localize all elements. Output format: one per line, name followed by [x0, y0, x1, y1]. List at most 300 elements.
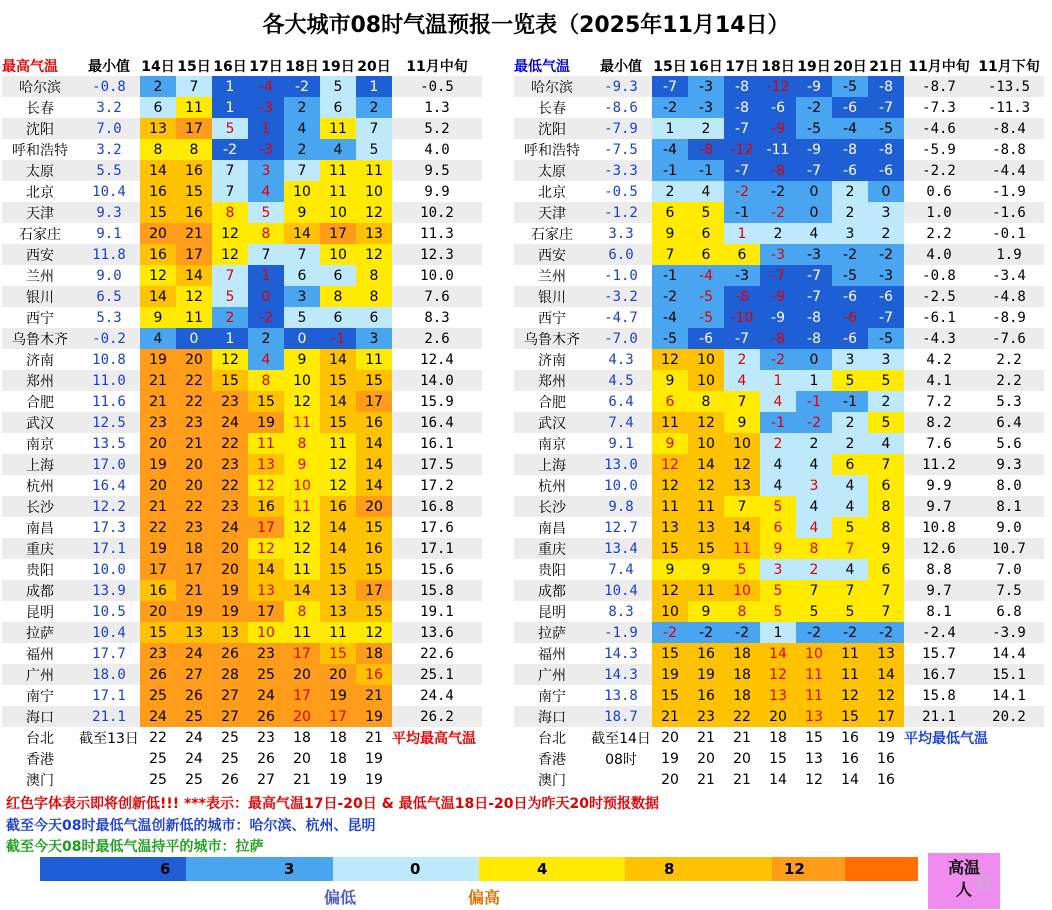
min-value: 17.7 [92, 645, 126, 662]
temp-cell: 7 [356, 118, 392, 139]
temp-cell: -7 [724, 160, 760, 181]
min-value: 7.4 [608, 561, 634, 578]
temp-cell: -6 [832, 307, 868, 328]
max-temp-panel [2, 55, 498, 790]
min-value: -4.7 [604, 309, 638, 326]
temp-cell-plain: 19 [877, 729, 895, 746]
temp-cell: 19 [356, 706, 392, 727]
table-row [514, 622, 1044, 643]
temp-cell: 14 [320, 538, 356, 559]
temp-cell: 23 [140, 412, 176, 433]
temp-cell: 8 [284, 433, 320, 454]
min-value: 9.3 [78, 202, 140, 223]
note-cell: 08时 [605, 751, 637, 768]
average-value: 17.6 [420, 519, 454, 536]
city-name: 南昌 [538, 520, 566, 537]
min-value: 13.9 [78, 580, 140, 601]
temp-cell: 15 [320, 643, 356, 664]
city-name: 澳门 [538, 772, 566, 789]
table-row [2, 391, 482, 412]
temp-cell: -5 [688, 307, 724, 328]
temp-cell: 2 [140, 76, 176, 97]
temp-cell: -6 [868, 286, 904, 307]
temp-cell: 12 [320, 454, 356, 475]
temp-cell: 13 [212, 622, 248, 643]
temp-cell: 21 [176, 580, 212, 601]
temp-cell-plain: 21 [365, 729, 383, 746]
temp-cell: -8 [760, 160, 796, 181]
temp-cell: 11 [652, 412, 688, 433]
temp-cell: 12 [212, 244, 248, 265]
average-value: -0.8 [922, 267, 956, 284]
temp-cell: -8 [724, 286, 760, 307]
average-value: 15.7 [922, 645, 956, 662]
column-header: 最小值 [590, 55, 652, 76]
temp-cell: 4 [248, 349, 284, 370]
temp-cell-plain: 16 [877, 771, 895, 788]
temp-cell: 12 [284, 517, 320, 538]
min-value: -1.0 [604, 267, 638, 284]
temp-cell: 9 [652, 559, 688, 580]
average-value: 9.5 [392, 160, 482, 181]
temp-cell: 22 [212, 433, 248, 454]
temp-cell: 25 [176, 706, 212, 727]
city-name: 南京 [26, 436, 54, 453]
temp-cell-plain: 14 [841, 771, 859, 788]
table-row [2, 454, 482, 475]
city-name: 昆明 [26, 604, 54, 621]
temp-cell: 11 [284, 412, 320, 433]
temp-cell: -2 [652, 97, 688, 118]
temp-cell: 7 [652, 244, 688, 265]
city-name: 拉萨 [514, 622, 590, 643]
table-row [514, 391, 1044, 412]
average-value-late: 9.0 [996, 519, 1022, 536]
temp-cell: 7 [176, 76, 212, 97]
temp-cell: 3 [832, 349, 868, 370]
average-caption [392, 769, 482, 790]
average-value: 16.4 [392, 412, 482, 433]
table-row [2, 181, 482, 202]
temp-cell: 13 [868, 643, 904, 664]
min-value: -3.2 [590, 286, 652, 307]
temp-cell: 6 [832, 454, 868, 475]
table-row [2, 496, 482, 517]
temp-cell: 9 [652, 370, 688, 391]
temp-cell: 1 [356, 76, 392, 97]
table-row [2, 706, 482, 727]
temp-cell: 23 [212, 496, 248, 517]
average-value-late: 1.9 [974, 244, 1044, 265]
temp-cell: 10 [724, 433, 760, 454]
city-name: 台北 [26, 730, 54, 747]
temp-cell: 12 [212, 223, 248, 244]
temp-cell: -4 [832, 118, 868, 139]
temp-cell: 10 [320, 202, 356, 223]
city-name: 福州 [26, 646, 54, 663]
temp-cell: 12 [652, 349, 688, 370]
table-row [2, 538, 482, 559]
table-row [2, 139, 482, 160]
average-value: 2.6 [392, 328, 482, 349]
min-value: 11.8 [78, 244, 140, 265]
temp-cell: 21 [176, 223, 212, 244]
temp-cell: 2 [248, 328, 284, 349]
temp-cell: 17 [356, 580, 392, 601]
average-value: -2.5 [904, 286, 974, 307]
average-value: 16.8 [392, 496, 482, 517]
temp-cell: 27 [212, 685, 248, 706]
temp-cell: 7 [868, 454, 904, 475]
min-value: 6.4 [608, 393, 634, 410]
temp-cell: 12 [356, 202, 392, 223]
temp-cell: -6 [688, 328, 724, 349]
temp-cell: 11 [688, 496, 724, 517]
temp-cell: -5 [652, 328, 688, 349]
temp-cell: 17 [284, 685, 320, 706]
temp-cell: 15 [320, 412, 356, 433]
min-value: -0.5 [604, 183, 638, 200]
average-value: 2.2 [926, 225, 952, 242]
temp-cell: 11 [320, 118, 356, 139]
temp-cell: -2 [760, 202, 796, 223]
temp-cell: 2 [284, 97, 320, 118]
city-name: 南昌 [26, 520, 54, 537]
min-value: 5.5 [78, 160, 140, 181]
city-name: 南宁 [26, 688, 54, 705]
min-value: 9.1 [608, 435, 634, 452]
city-name: 西宁 [26, 310, 54, 327]
min-value: -0.2 [78, 328, 140, 349]
temp-cell: -2 [212, 139, 248, 160]
average-value-late: -3.4 [992, 267, 1026, 284]
temp-cell: -7 [868, 307, 904, 328]
average-value: 14.0 [392, 370, 482, 391]
table-row [2, 349, 482, 370]
temp-cell: 15 [140, 202, 176, 223]
temp-cell: 11 [724, 538, 760, 559]
temp-cell: 23 [212, 454, 248, 475]
temp-cell: 4 [832, 475, 868, 496]
temp-cell: 11 [320, 622, 356, 643]
temp-cell: 20 [284, 706, 320, 727]
average-value: -4.6 [904, 118, 974, 139]
temp-cell-plain: 19 [661, 750, 679, 767]
temp-cell: 0 [796, 202, 832, 223]
temp-cell: 11 [320, 181, 356, 202]
temp-cell: 6 [868, 559, 904, 580]
temp-cell: 11 [356, 349, 392, 370]
city-name: 广州 [2, 664, 78, 685]
temp-cell: 15 [248, 391, 284, 412]
average-value-late: -1.9 [992, 183, 1026, 200]
average-value-late: -4.4 [974, 160, 1044, 181]
temp-cell: 1 [796, 370, 832, 391]
temp-cell: 12 [356, 244, 392, 265]
temp-cell: 15 [140, 622, 176, 643]
min-value: 7.0 [78, 118, 140, 139]
temp-cell: 2 [832, 181, 868, 202]
column-header: 11月下旬 [974, 55, 1044, 76]
temp-cell: 4 [760, 454, 796, 475]
city-name: 合肥 [538, 394, 566, 411]
temp-cell: 23 [248, 643, 284, 664]
temp-cell: 2 [832, 433, 868, 454]
temp-cell: -2 [760, 181, 796, 202]
column-header: 16日 [212, 55, 248, 76]
temp-cell: -7 [724, 328, 760, 349]
city-name: 重庆 [514, 538, 590, 559]
temp-cell: 5 [868, 412, 904, 433]
city-name: 银川 [2, 286, 78, 307]
temp-cell: 15 [652, 643, 688, 664]
temp-cell: 19 [652, 664, 688, 685]
temp-cell: 25 [248, 664, 284, 685]
temp-cell: 16 [140, 244, 176, 265]
temp-cell: 8 [284, 601, 320, 622]
temp-cell: 9 [688, 559, 724, 580]
temp-cell: 14 [284, 580, 320, 601]
temp-cell-plain: 16 [841, 750, 859, 767]
table-row [2, 643, 482, 664]
average-value: 15.8 [392, 580, 482, 601]
table-corner-label: 最低气温 [514, 55, 590, 76]
table-row [514, 580, 1044, 601]
average-value-late: 14.4 [992, 645, 1026, 662]
temp-cell: 2 [212, 307, 248, 328]
temp-cell: 12 [652, 475, 688, 496]
temp-cell: 8 [724, 601, 760, 622]
temp-cell: -7 [652, 76, 688, 97]
temp-cell: 9 [688, 601, 724, 622]
color-legend-ticks [40, 857, 918, 881]
temp-cell: 15 [320, 370, 356, 391]
table-row [514, 664, 1044, 685]
temp-cell: 11 [356, 160, 392, 181]
temp-cell: 20 [760, 706, 796, 727]
table-row-extra [514, 727, 1044, 748]
average-value: 9.7 [904, 496, 974, 517]
temp-cell: -2 [652, 286, 688, 307]
temp-cell: 10 [284, 370, 320, 391]
temp-cell-plain: 26 [257, 750, 275, 767]
temp-cell: 16 [176, 202, 212, 223]
temp-cell: 10 [688, 370, 724, 391]
temp-cell: -12 [724, 139, 760, 160]
city-name: 上海 [2, 454, 78, 475]
temp-cell: 26 [248, 706, 284, 727]
average-value: 26.2 [392, 706, 482, 727]
temp-cell: -5 [868, 118, 904, 139]
temp-cell: -1 [652, 265, 688, 286]
average-value-late: 5.3 [996, 393, 1022, 410]
temp-cell: -3 [248, 139, 284, 160]
min-value: -7.0 [590, 328, 652, 349]
temp-cell: 6 [688, 244, 724, 265]
temp-cell: 8 [868, 496, 904, 517]
min-value: -3.3 [590, 160, 652, 181]
column-header: 11月中旬 [904, 55, 974, 76]
temp-cell: 12 [284, 391, 320, 412]
temp-cell: 14 [688, 454, 724, 475]
temp-cell: -8 [796, 328, 832, 349]
temp-cell: 14 [284, 223, 320, 244]
average-value-late: 15.1 [974, 664, 1044, 685]
column-header: 最小值 [78, 55, 140, 76]
temp-cell-plain: 25 [185, 771, 203, 788]
city-name: 南京 [538, 436, 566, 453]
temp-cell: 7 [212, 265, 248, 286]
temp-cell: 12 [832, 685, 868, 706]
average-value-late: 10.7 [974, 538, 1044, 559]
average-value: 15.9 [420, 393, 454, 410]
temp-cell: 6 [652, 202, 688, 223]
temp-cell: 14 [760, 643, 796, 664]
column-header: 15日 [652, 55, 688, 76]
temp-cell: 4 [688, 181, 724, 202]
temp-cell: 26 [176, 685, 212, 706]
temp-cell: 7 [832, 538, 868, 559]
temp-cell: 21 [356, 685, 392, 706]
column-header: 19日 [320, 55, 356, 76]
temp-cell: 2 [724, 349, 760, 370]
temp-cell: 13 [796, 706, 832, 727]
table-row [514, 244, 1044, 265]
temp-cell: 13 [652, 517, 688, 538]
temp-cell: 11 [832, 664, 868, 685]
temp-cell: 9 [652, 223, 688, 244]
table-row [514, 349, 1044, 370]
min-value: 10.4 [78, 622, 140, 643]
average-value: 7.6 [926, 435, 952, 452]
temp-cell: 15 [832, 706, 868, 727]
temp-cell: 13 [320, 580, 356, 601]
temp-cell: 20 [212, 538, 248, 559]
temp-cell: 3 [868, 349, 904, 370]
temp-cell: -8 [868, 76, 904, 97]
average-value: 11.3 [420, 225, 454, 242]
city-name: 西安 [514, 244, 590, 265]
temp-cell: -5 [796, 118, 832, 139]
average-value-late: -7.6 [974, 328, 1044, 349]
temp-cell-plain: 25 [149, 750, 167, 767]
min-temp-table [514, 55, 1044, 790]
temp-cell: 8 [868, 517, 904, 538]
temp-cell: -4 [248, 76, 284, 97]
temp-cell: 12 [760, 664, 796, 685]
average-value: -5.9 [922, 141, 956, 158]
temp-cell: 15 [320, 559, 356, 580]
temp-cell: 5 [832, 517, 868, 538]
temp-cell: 1 [724, 223, 760, 244]
temp-cell: 14 [320, 349, 356, 370]
average-value-late: -4.8 [974, 286, 1044, 307]
temp-cell: -1 [760, 412, 796, 433]
average-value: 4.2 [926, 351, 952, 368]
temp-cell: 21 [140, 370, 176, 391]
temp-cell: -1 [652, 160, 688, 181]
temp-cell: 4 [832, 496, 868, 517]
city-name: 石家庄 [19, 226, 61, 243]
temp-cell: 24 [212, 412, 248, 433]
min-value: 18.7 [590, 706, 652, 727]
temp-cell: 20 [176, 475, 212, 496]
temp-cell: 6 [688, 223, 724, 244]
temp-cell: 3 [356, 328, 392, 349]
temp-cell: -2 [832, 622, 868, 643]
temp-cell: 6 [284, 265, 320, 286]
temp-cell-plain: 20 [661, 729, 679, 746]
temp-cell: 6 [868, 475, 904, 496]
column-header: 20日 [356, 55, 392, 76]
temp-cell: 5 [760, 601, 796, 622]
average-value-late: 20.2 [974, 706, 1044, 727]
temp-cell-plain: 21 [733, 729, 751, 746]
temp-cell: 5 [356, 139, 392, 160]
table-row [514, 286, 1044, 307]
average-caption [904, 769, 1044, 790]
temp-cell: 13 [724, 475, 760, 496]
table-row [514, 433, 1044, 454]
temp-cell: 19 [176, 601, 212, 622]
min-value: 11.6 [92, 393, 126, 410]
temp-cell: 12 [212, 349, 248, 370]
temp-cell: 2 [868, 223, 904, 244]
average-value-late: -13.5 [974, 76, 1044, 97]
city-name: 杭州 [538, 478, 566, 495]
temp-cell: 18 [176, 538, 212, 559]
city-name: 长沙 [2, 496, 78, 517]
temp-cell: 7 [832, 580, 868, 601]
temp-cell: 9 [284, 202, 320, 223]
page-title: 各大城市08时气温预报一览表（2025年11月14日） [262, 13, 790, 38]
min-value: 8.3 [608, 603, 634, 620]
temp-cell: 4 [796, 496, 832, 517]
average-value: 1.0 [904, 202, 974, 223]
temp-cell: -3 [248, 97, 284, 118]
temp-cell: -1 [832, 391, 868, 412]
temp-cell-plain: 26 [221, 771, 239, 788]
city-name: 银川 [514, 286, 590, 307]
temp-cell: 2 [652, 181, 688, 202]
temp-cell: 7 [212, 160, 248, 181]
city-name: 香港 [538, 751, 566, 768]
temp-cell: -12 [760, 76, 796, 97]
column-header: 11月中旬 [392, 55, 482, 76]
temp-cell: 2 [832, 412, 868, 433]
temp-cell: -1 [320, 328, 356, 349]
temp-cell: 9 [284, 454, 320, 475]
average-value: 8.1 [926, 603, 952, 620]
temp-cell-plain: 24 [185, 729, 203, 746]
temp-cell: -3 [688, 97, 724, 118]
temp-cell: 6 [320, 307, 356, 328]
min-value: 13.0 [590, 454, 652, 475]
city-name: 郑州 [2, 370, 78, 391]
temp-cell: 12 [688, 475, 724, 496]
temp-cell: 17 [284, 643, 320, 664]
temp-cell: 7 [724, 496, 760, 517]
temp-cell: 8 [140, 139, 176, 160]
average-value-late: 2.2 [996, 351, 1022, 368]
temp-cell: 2 [760, 223, 796, 244]
temp-cell: 12 [140, 265, 176, 286]
average-value-late: 7.0 [996, 561, 1022, 578]
city-name: 武汉 [2, 412, 78, 433]
city-name: 济南 [26, 352, 54, 369]
min-value: -7.5 [604, 141, 638, 158]
legend-tick: 8 [664, 860, 675, 878]
